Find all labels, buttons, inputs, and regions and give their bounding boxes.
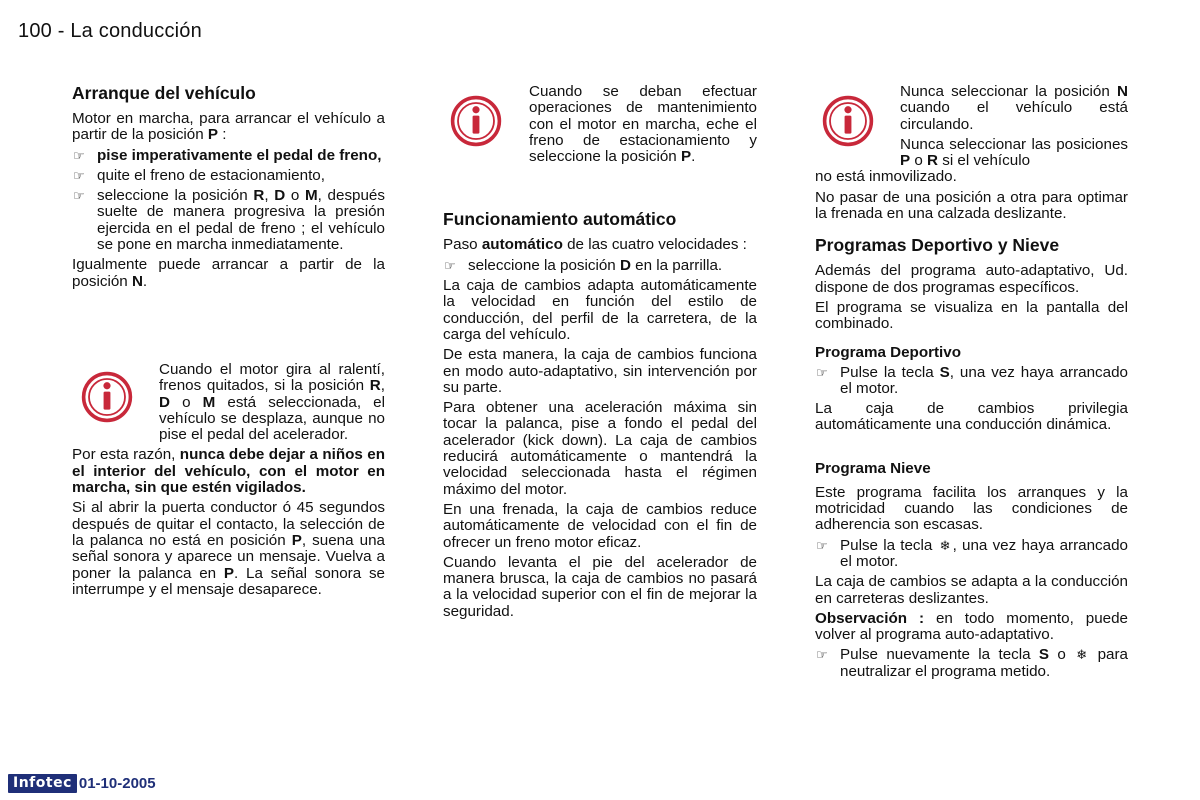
section-heading-funcionamiento: Funcionamiento automático bbox=[443, 209, 677, 230]
info-text: Cuando el motor gira al ralentí, frenos quitados, si la posición R, D o M está seleccionada, el vehículo se desplaza, aunque no pise el pedal del acelerador. bbox=[159, 360, 385, 444]
list-item: ☞ seleccione la posición R, D o M, después suelte de manera progresiva la presión ejercida en el pedal de freno ; el vehículo se pone en marcha inmediatamente. bbox=[73, 187, 385, 254]
paragraph: Este programa facilita los arranques y la motricidad cuando las condiciones de adherencia son escasas. bbox=[815, 483, 1128, 534]
column-2 bbox=[443, 84, 757, 624]
pointing-hand-icon: ☞ bbox=[816, 364, 828, 380]
footer-date: 01-10-2005 bbox=[78, 775, 156, 792]
snowflake-icon: ❄ bbox=[939, 537, 951, 553]
paragraph: El programa se visualiza en la pantalla del combinado. bbox=[815, 298, 1128, 333]
paragraph: Paso automático de las cuatro velocidades : bbox=[443, 236, 747, 254]
subheading-deportivo: Programa Deportivo bbox=[815, 343, 962, 361]
info-box bbox=[443, 84, 757, 165]
snowflake-icon: ❄ bbox=[1076, 647, 1088, 663]
pointing-hand-icon: ☞ bbox=[816, 537, 828, 553]
list-item: ☞ seleccione la posición D en la parrilla. bbox=[444, 256, 723, 274]
section-heading-programas: Programas Deportivo y Nieve bbox=[815, 235, 1060, 256]
paragraph: Si al abrir la puerta conductor ó 45 segundos después de quitar el contacto, la selección de la palanca no está en posición P, suena una señal sonora y aparece un mensaje. Vuelva a poner la palanca en P. La señal sonora se interrumpe y el mensaje desaparece. bbox=[72, 499, 385, 598]
pointing-hand-icon: ☞ bbox=[73, 147, 85, 163]
paragraph: De esta manera, la caja de cambios funciona en modo auto-adaptativo, sin intervención por su parte. bbox=[443, 346, 757, 396]
paragraph: no está inmovilizado. bbox=[815, 168, 957, 186]
list-item: ☞ quite el freno de estacionamiento, bbox=[73, 166, 325, 184]
header-separator: - bbox=[51, 20, 71, 42]
info-text: Nunca seleccionar la posición N cuando el vehículo está circulando. Nunca seleccionar las posiciones P o R si el vehículo bbox=[900, 83, 1128, 170]
subheading-nieve: Programa Nieve bbox=[815, 459, 931, 477]
paragraph: Por esta razón, nunca debe dejar a niños en el interior del vehículo, con el motor en marcha, sin que estén vigilados. bbox=[72, 446, 385, 497]
paragraph: Motor en marcha, para arrancar el vehículo a partir de la posición P : bbox=[72, 110, 385, 144]
paragraph: La caja de cambios se adapta a la conducción en carreteras deslizantes. bbox=[815, 573, 1128, 607]
paragraph: Igualmente puede arrancar a partir de la posición N. bbox=[72, 256, 385, 290]
column-3 bbox=[815, 84, 1128, 684]
page-title: La conducción bbox=[70, 20, 202, 42]
paragraph: Observación : en todo momento, puede volver al programa auto-adaptativo. bbox=[815, 609, 1128, 644]
info-box bbox=[72, 362, 385, 443]
list-item: ☞ Pulse la tecla S, una vez haya arrancado el motor. bbox=[816, 363, 1128, 397]
list-item: ☞ pise imperativamente el pedal de freno, bbox=[73, 146, 382, 164]
info-icon bbox=[80, 370, 134, 424]
page-number: 100 bbox=[18, 20, 52, 42]
paragraph: Además del programa auto-adaptativo, Ud. dispone de dos programas específicos. bbox=[815, 262, 1128, 296]
pointing-hand-icon: ☞ bbox=[444, 257, 456, 273]
paragraph: La caja de cambios privilegia automáticamente una conducción dinámica. bbox=[815, 400, 1128, 434]
paragraph: Cuando levanta el pie del acelerador de manera brusca, la caja de cambios no pasará a la velocidad superior con el fin de mejorar la seguridad. bbox=[443, 553, 757, 620]
paragraph: En una frenada, la caja de cambios reduce automáticamente de velocidad con el fin de ofrecer un freno motor eficaz. bbox=[443, 500, 757, 551]
paragraph: No pasar de una posición a otra para optimar la frenada en una calzada deslizante. bbox=[815, 188, 1128, 223]
info-icon bbox=[821, 94, 875, 148]
list-item: ☞ Pulse la tecla ❄ , una vez haya arrancado el motor. bbox=[816, 536, 1128, 570]
infotec-logo: Infotec bbox=[8, 774, 77, 793]
info-box bbox=[815, 84, 1128, 169]
pointing-hand-icon: ☞ bbox=[816, 647, 828, 663]
paragraph: Para obtener una aceleración máxima sin tocar la palanca, pise a fondo el pedal del acelerador (kick down). La caja de cambios reducirá automáticamente o mantendrá la velocidad seleccionada hasta el régimen máximo del motor. bbox=[443, 399, 757, 498]
info-text: Cuando se deban efectuar operaciones de mantenimiento con el motor en marcha, eche el freno de estacionamiento y seleccione la posición P. bbox=[529, 83, 757, 166]
paragraph: La caja de cambios adapta automáticamente la velocidad en función del estilo de conducción, del perfil de la carretera, de la carga del vehículo. bbox=[443, 277, 757, 343]
column-1 bbox=[72, 83, 385, 602]
section-heading-arranque: Arranque del vehículo bbox=[72, 83, 256, 103]
page-header bbox=[18, 20, 202, 43]
pointing-hand-icon: ☞ bbox=[73, 188, 85, 204]
list-item: ☞ Pulse nuevamente la tecla S o ❄ para neutralizar el programa metido. bbox=[816, 646, 1128, 680]
pointing-hand-icon: ☞ bbox=[73, 167, 85, 183]
info-icon bbox=[449, 94, 503, 148]
footer bbox=[8, 774, 156, 793]
